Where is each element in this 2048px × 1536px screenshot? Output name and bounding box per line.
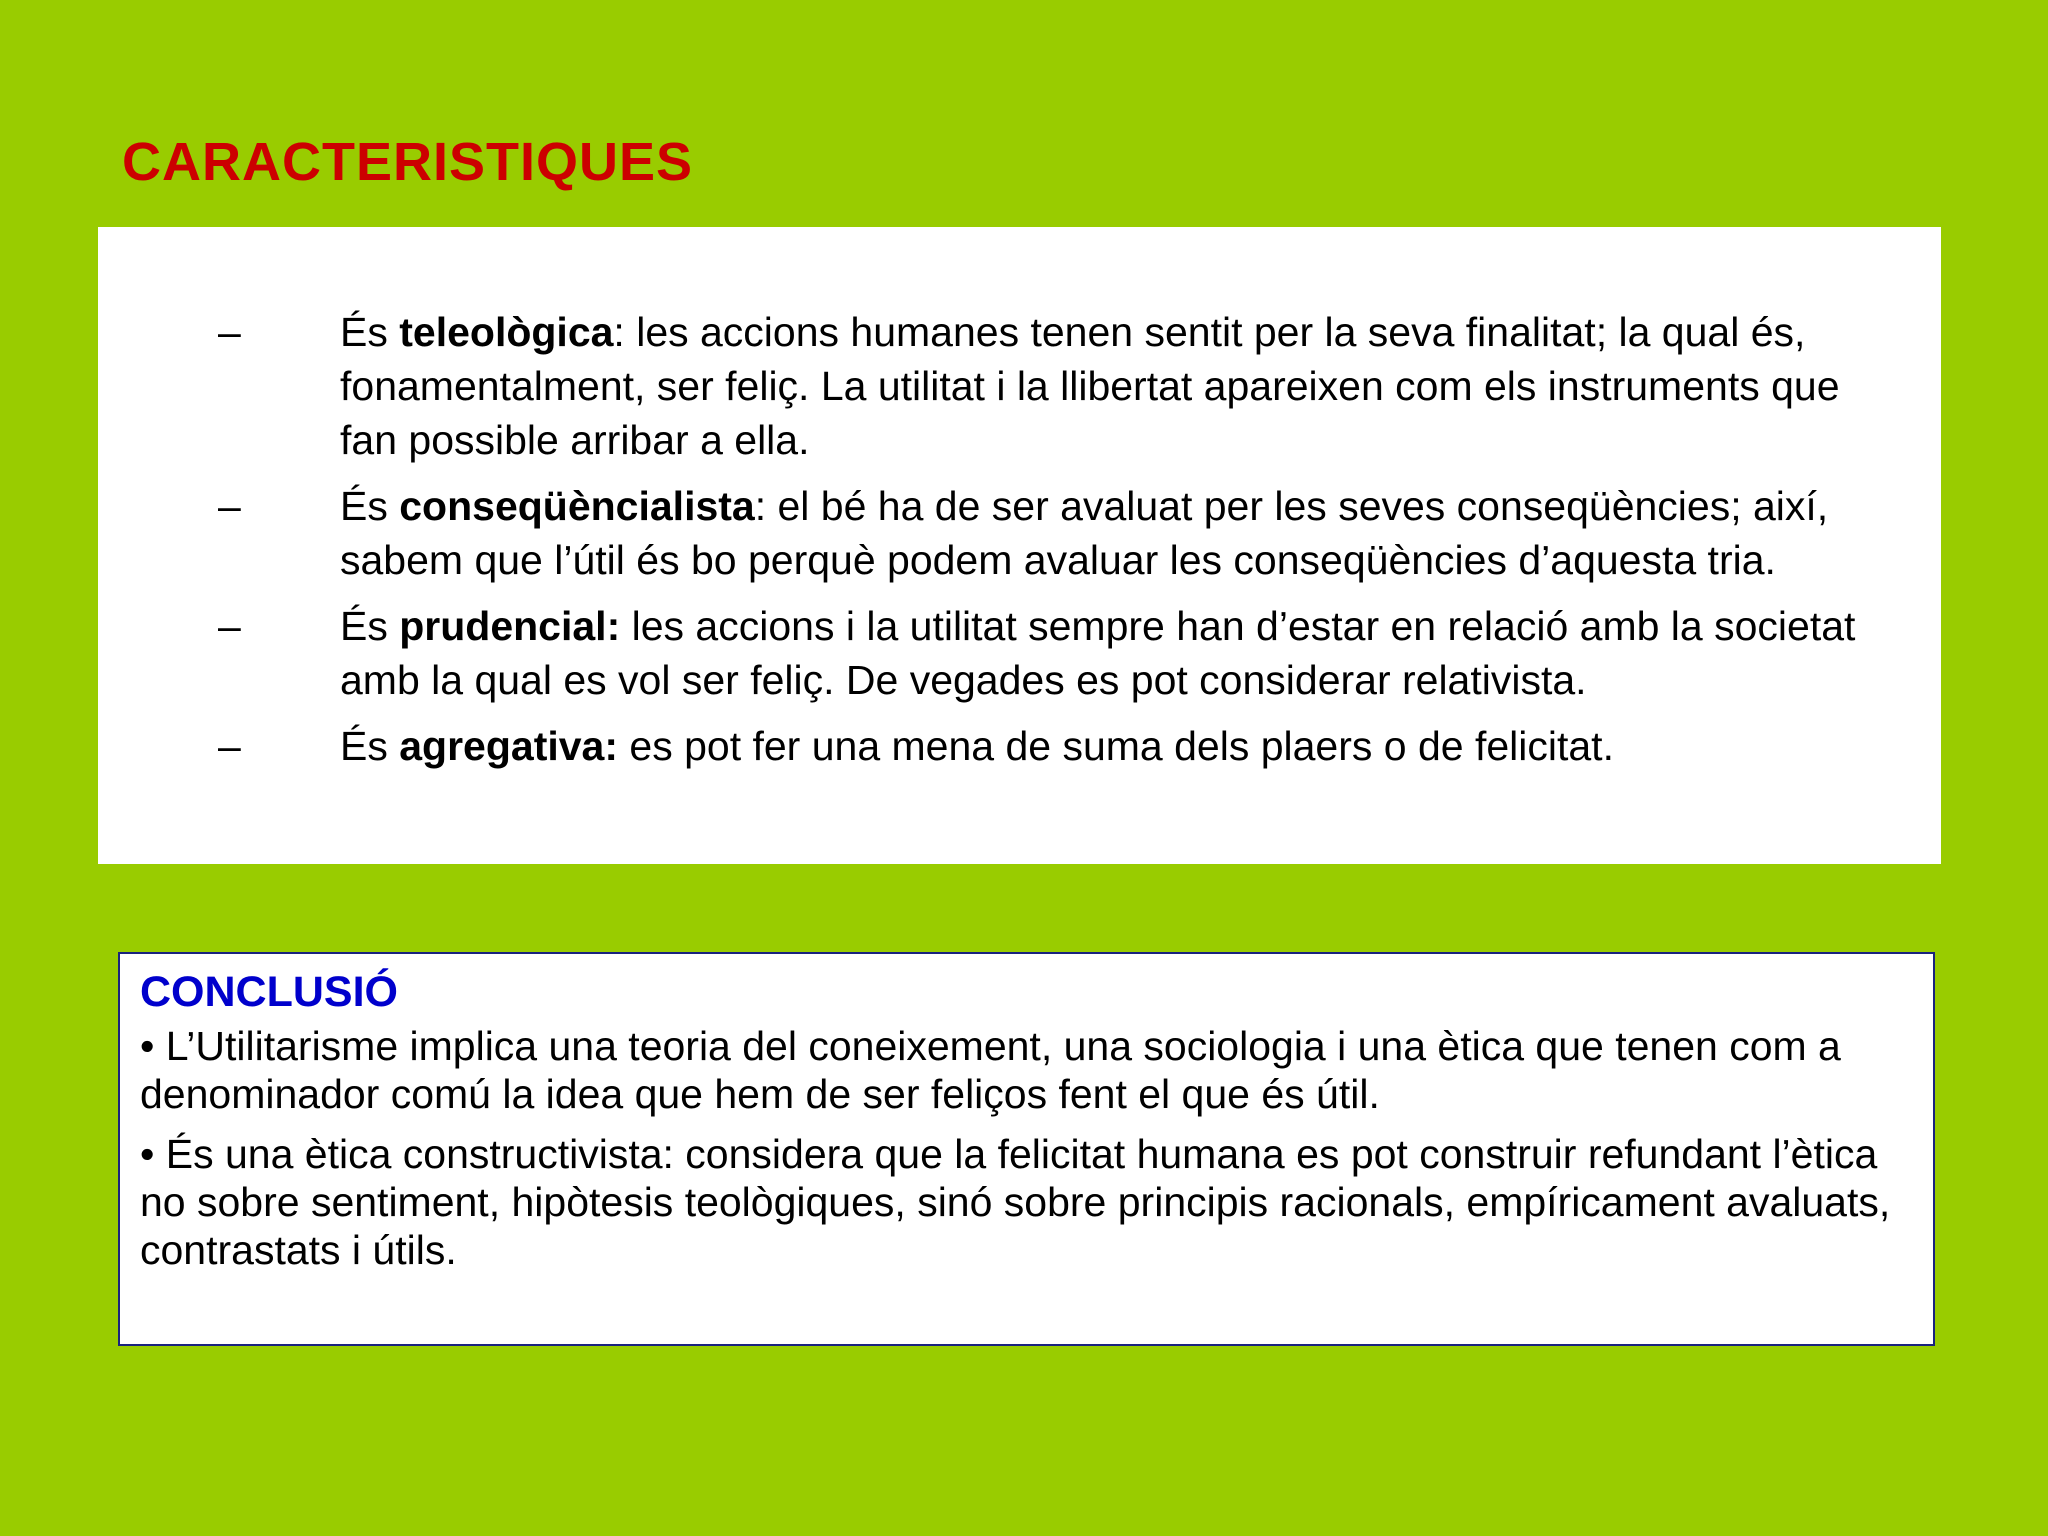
features-list <box>98 305 1941 785</box>
feature-term: teleològica <box>399 309 614 355</box>
dash-bullet: – <box>218 603 241 649</box>
feature-prefix: És <box>340 483 400 529</box>
slide-title: CARACTERISTIQUES <box>122 132 694 192</box>
feature-term: agregativa: <box>399 723 619 769</box>
feature-prefix: És <box>340 723 400 769</box>
feature-item-consequentialist <box>98 479 1941 587</box>
feature-text: : les accions humanes tenen sentit per la seva finalitat; la qual és, fonamentalment, ser feliç. La utilitat i la llibertat apareixen com els instruments que fan possible arribar a ella. <box>340 309 1840 463</box>
feature-prefix: És <box>340 309 400 355</box>
feature-term: conseqüèncialista <box>399 483 755 529</box>
dash-bullet: – <box>218 483 241 529</box>
feature-item-prudential <box>98 599 1941 707</box>
feature-term: prudencial: <box>399 603 621 649</box>
feature-prefix: És <box>340 603 400 649</box>
feature-text: les accions i la utilitat sempre han d’estar en relació amb la societat amb la qual es vol ser feliç. De vegades es pot considerar relativista. <box>340 603 1856 703</box>
conclusion-heading: CONCLUSIÓ <box>140 968 398 1016</box>
feature-item-aggregative <box>98 719 1941 773</box>
feature-text: : el bé ha de ser avaluat per les seves conseqüències; així, sabem que l’útil és bo perquè podem avaluar les conseqüències d’aquesta tria. <box>340 483 1829 583</box>
features-box <box>98 227 1941 864</box>
conclusion-box <box>118 952 1935 1346</box>
conclusion-paragraph: • L’Utilitarisme implica una teoria del coneixement, una sociologia i una ètica que tenen com a denominador comú la idea que hem de ser feliços fent el que és útil. <box>140 1023 1841 1117</box>
conclusion-paragraph: • És una ètica constructivista: considera que la felicitat humana es pot construir refundant l’ètica no sobre sentiment, hipòtesis teològiques, sinó sobre principis racionals, empíricament avaluats, contrastats i útils. <box>140 1131 1891 1273</box>
dash-bullet: – <box>218 309 241 355</box>
dash-bullet: – <box>218 723 241 769</box>
feature-item-teleological <box>98 305 1941 467</box>
feature-text: es pot fer una mena de suma dels plaers o de felicitat. <box>618 723 1614 769</box>
